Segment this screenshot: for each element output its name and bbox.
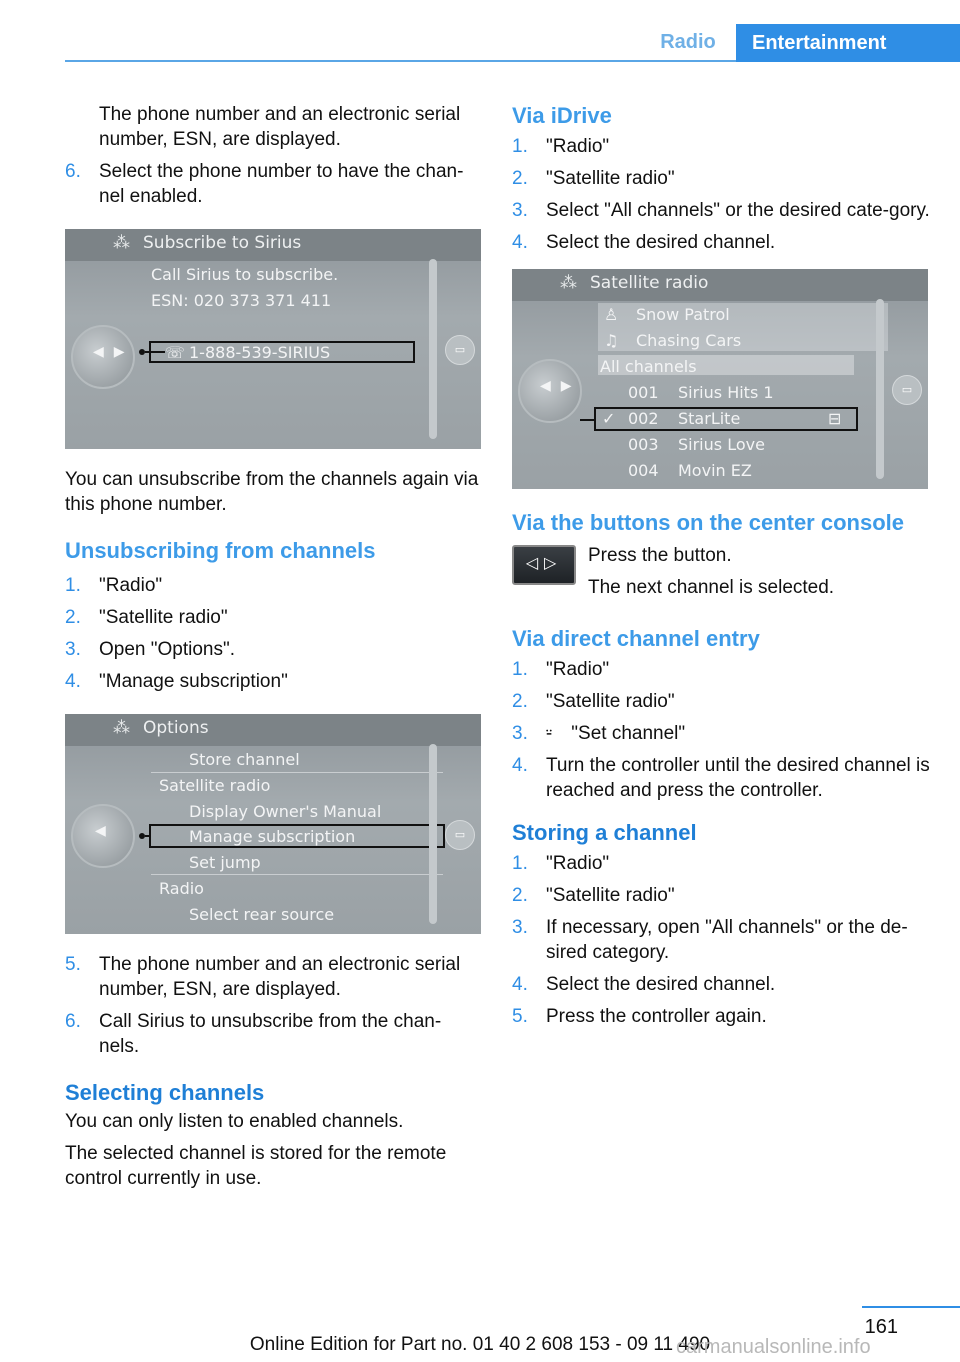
paragraph: The next channel is selected.: [588, 577, 835, 598]
antenna-icon: ⁂: [113, 233, 130, 252]
page-number: 161: [864, 1316, 898, 1338]
screen-line: Chasing Cars: [636, 331, 742, 350]
screen-selected: 002: [628, 409, 659, 428]
list-item: 1. "Radio": [65, 575, 163, 596]
screen-title: Satellite radio: [590, 273, 709, 293]
screen-line: Select rear source: [189, 905, 335, 924]
list-item: 1. "Radio": [512, 136, 610, 157]
list-item: 6. Select the phone number to have the chan‐nel enabled.: [65, 161, 464, 207]
section-heading: Selecting channels: [65, 1080, 265, 1105]
list-item: 6. Call Sirius to unsubscribe from the chan‐nels.: [65, 1011, 442, 1057]
list-item: 1. "Radio": [512, 853, 610, 874]
check-icon: ✓: [602, 409, 616, 428]
screen-line: ESN: 020 373 371 411: [151, 291, 332, 310]
header-section: Radio: [660, 31, 716, 53]
console-button-row: [512, 543, 932, 607]
edition-footer: Online Edition for Part no. 01 40 2 608 153 - 09 11 490: [249, 1334, 711, 1355]
music-note-icon: ♫: [604, 331, 619, 350]
left-column: [65, 102, 481, 1198]
screen-selected: 1-888-539-SIRIUS: [189, 343, 331, 362]
screen-selected: Manage subscription: [189, 827, 356, 846]
list-item: 2. "Satellite radio": [65, 607, 228, 628]
screen-line: Movin EZ: [678, 461, 752, 480]
paragraph: Press the button.: [588, 545, 732, 566]
screen-line: Satellite radio: [159, 776, 271, 795]
section-heading: Storing a channel: [512, 820, 697, 845]
list-item: 5. The phone number and an electronic serial number, ESN, are displayed.: [65, 954, 461, 1000]
menu-icon: ▭: [892, 375, 922, 405]
right-column: [512, 102, 932, 1036]
footer-rule: [862, 1306, 960, 1308]
list-item: 3. Select "All channels" or the desired cate‐gory.: [512, 200, 930, 221]
screen-line: Sirius Love: [678, 435, 765, 454]
subscribe-screen-image: [65, 229, 481, 449]
list-item: 4. Turn the controller until the desired channel is reached and press the controller.: [512, 755, 930, 801]
screen-line: 004: [628, 461, 659, 480]
arrows-icon: ◀▶: [540, 377, 582, 393]
set-channel-icon: ⸚: [546, 723, 553, 744]
intro-text: The phone number and an electronic serial number, ESN, are displayed.: [99, 104, 461, 150]
list-item: 3. If necessary, open "All channels" or the de‐sired category.: [512, 917, 908, 963]
screen-line: Set jump: [189, 853, 261, 872]
paragraph: The selected channel is stored for the remote control currently in use.: [65, 1143, 447, 1189]
options-screen-image: [65, 714, 481, 934]
list-item: 2. "Satellite radio": [512, 168, 675, 189]
arrows-icon: ◀▶: [93, 343, 135, 359]
section-heading: Via iDrive: [512, 103, 612, 128]
section-heading: Unsubscribing from channels: [65, 538, 376, 563]
phone-icon: ☏: [165, 343, 186, 362]
screen-line: Store channel: [189, 750, 300, 769]
screen-line: Sirius Hits 1: [678, 383, 774, 402]
menu-icon: ▭: [445, 335, 475, 365]
screen-title: Options: [143, 718, 209, 738]
list-item: 2. "Satellite radio": [512, 691, 675, 712]
menu-icon: ▭: [445, 820, 475, 850]
person-icon: ♙: [604, 305, 619, 324]
list-item: 3. Open "Options".: [65, 639, 236, 660]
screen-category: All channels: [600, 357, 697, 376]
screen-line: Snow Patrol: [636, 305, 730, 324]
list-item: 3. ⸚ "Set channel": [512, 723, 686, 744]
list-item: 1. "Radio": [512, 659, 610, 680]
screen-selected: StarLite: [678, 409, 741, 428]
section-heading: Via direct channel entry: [512, 626, 760, 651]
screen-line: Radio: [159, 879, 204, 898]
header-chapter: Entertainment: [736, 24, 960, 62]
screen-line: 001: [628, 383, 659, 402]
screen-line: Display Owner's Manual: [189, 802, 382, 821]
list-item: 4. Select the desired channel.: [512, 974, 776, 995]
list-item: 5. Press the controller again.: [512, 1006, 767, 1027]
antenna-icon: ⁂: [560, 273, 577, 292]
antenna-icon: ⁂: [113, 718, 130, 737]
screen-title: Subscribe to Sirius: [143, 233, 302, 253]
prev-next-buttons-icon: ◁▷: [512, 545, 576, 585]
section-heading: Via the buttons on the center console: [512, 510, 904, 535]
screen-line: 003: [628, 435, 659, 454]
unsub-note: You can unsubscribe from the channels again via this phone number.: [65, 469, 479, 515]
paragraph: You can only listen to enabled channels.: [65, 1111, 404, 1132]
list-item: 2. "Satellite radio": [512, 885, 675, 906]
screen-line: Call Sirius to subscribe.: [151, 265, 339, 284]
list-item: 4. "Manage subscription": [65, 671, 288, 692]
watermark: carmanualsonline.info: [676, 1336, 871, 1358]
list-item: 4. Select the desired channel.: [512, 232, 776, 253]
satellite-screen-image: [512, 269, 928, 489]
info-icon: ⊟: [828, 409, 842, 428]
arrow-icon: ◀: [95, 822, 116, 838]
